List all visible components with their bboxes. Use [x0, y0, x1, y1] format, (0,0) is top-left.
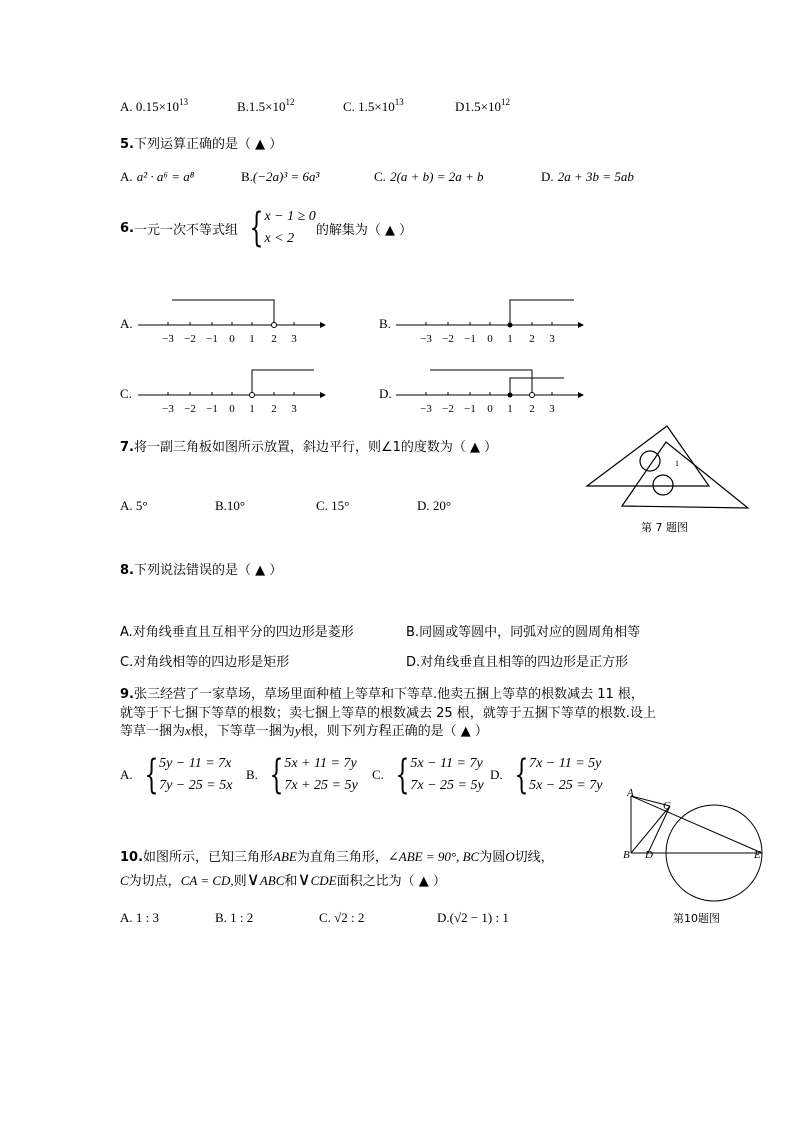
q9-line3: 等草一捆为x根，下等草一捆为y根，则下列方程正确的是（ ▲ ）: [120, 723, 488, 739]
q6-number-line-b: [388, 290, 588, 350]
q10-label-d: D: [645, 849, 653, 861]
q6-number-line-c: [130, 360, 330, 420]
q4-option-b: $B.1.5\times 10^{12}$: [237, 97, 295, 114]
q5-option-c: C. 2(a + b) = 2a + b: [374, 169, 484, 184]
tick: −3: [420, 403, 432, 415]
q5-option-d: D. 2a + 3b = 5ab: [541, 169, 634, 184]
tick: −1: [206, 333, 218, 345]
tick: −2: [184, 403, 196, 415]
tick: −2: [184, 333, 196, 345]
tick: −2: [442, 333, 454, 345]
q6-number-line-d: [388, 360, 588, 420]
q10-line1: 10.如图所示，已知三角形ABE为直角三角形，∠ABE = 90°, BC为圆O切线，: [120, 849, 554, 865]
q6-option-c-label: C.: [120, 386, 132, 401]
tick: −3: [162, 333, 174, 345]
tick: 1: [507, 403, 513, 415]
tick: 0: [229, 403, 235, 415]
q10-option-d: D.(√2 − 1) : 1: [437, 910, 509, 925]
q8-option-a: A.对角线垂直且互相平分的四边形是菱形: [120, 625, 354, 640]
q9-option-d: D. { 7x − 11 = 5y 5x − 25 = 7y: [490, 752, 603, 798]
tick: 1: [249, 333, 255, 345]
tick: 2: [271, 333, 277, 345]
q5-stem: 5.下列运算正确的是（ ▲ ）: [120, 137, 283, 152]
q10-option-c: C. √2 : 2: [319, 910, 365, 925]
tick: −1: [464, 403, 476, 415]
tick: 2: [529, 403, 535, 415]
q8-option-b: B.同圆或等圆中，同弧对应的圆周角相等: [406, 625, 641, 640]
q10-label-b: B: [623, 849, 630, 861]
q10-label-a: A: [627, 787, 634, 799]
q10-label-c: C: [663, 800, 671, 812]
tick: 0: [229, 333, 235, 345]
q9-option-c: C. { 5x − 11 = 7y 7x − 25 = 5y: [372, 752, 484, 798]
q10-option-b: B. 1 : 2: [215, 910, 254, 925]
tick: 3: [549, 403, 555, 415]
tick: 1: [249, 403, 255, 415]
q10-line2: C为切点，CA = CD,则∨ABC和∨CDE面积之比为（ ▲ ）: [120, 869, 446, 890]
q6-option-b-label: B.: [379, 316, 391, 331]
q6-stem: 6. 一元一次不等式组 { x − 1 ≥ 0 x < 2 的解集为（ ▲ ）: [120, 205, 413, 251]
q7-option-c: C. 15°: [316, 498, 350, 513]
q9-option-b: B. { 5x + 11 = 7y 7x + 25 = 5y: [246, 752, 358, 798]
tick: 2: [271, 403, 277, 415]
q4-option-d: $D1.5\times 10^{12}$: [455, 97, 510, 114]
q8-option-d: D.对角线垂直且相等的四边形是正方形: [406, 655, 629, 670]
tick: 0: [487, 403, 493, 415]
q7-option-a: A. 5°: [120, 498, 148, 513]
tick: 1: [507, 333, 513, 345]
tick: 3: [291, 333, 297, 345]
q10-figure: [618, 782, 768, 902]
q9-option-a: A. { 5y − 11 = 7x 7y − 25 = 5x: [120, 752, 233, 798]
q10-caption: 第10题图: [673, 912, 720, 925]
q6-option-d-label: D.: [379, 386, 392, 401]
q6-inequality-system: { x − 1 ≥ 0 x < 2: [249, 205, 316, 251]
tick: 2: [529, 333, 535, 345]
q9-line1: 9.张三经营了一家草场，草场里面种植上等草和下等草.他卖五捆上等草的根数减去 11 根，: [120, 687, 644, 702]
tick: −1: [464, 333, 476, 345]
q10-option-a: A. 1 : 3: [120, 910, 160, 925]
q5-option-a: A. a² · a⁶ = a⁸: [120, 169, 195, 184]
tick: −1: [206, 403, 218, 415]
q7-figure: [584, 422, 750, 514]
tick: 3: [549, 333, 555, 345]
q7-stem: 7.将一副三角板如图所示放置，斜边平行，则∠1的度数为（ ▲ ）: [120, 440, 498, 455]
q7-option-b: B.10°: [215, 498, 246, 513]
q6-option-a-label: A.: [120, 316, 133, 331]
q7-caption: 第 7 题图: [641, 521, 688, 534]
tick: 0: [487, 333, 493, 345]
q8-stem: 8.下列说法错误的是（ ▲ ）: [120, 563, 283, 578]
q4-option-c: C. $1.5\times 10^{13}$: [343, 97, 404, 114]
tick: −3: [162, 403, 174, 415]
q9-line2: 就等于下七捆下等草的根数；卖七捆上等草的根数减去 25 根，就等于五捆下等草的根数.设上: [120, 706, 656, 721]
q7-angle-label: 1: [675, 459, 679, 468]
tick: −2: [442, 403, 454, 415]
tick: −3: [420, 333, 432, 345]
q10-label-e: E: [754, 849, 761, 861]
q7-option-d: D. 20°: [417, 498, 452, 513]
q6-number-line-a: [130, 290, 330, 350]
q8-option-c: C.对角线相等的四边形是矩形: [120, 655, 290, 670]
q5-option-b: B.(−2a)³ = 6a³: [241, 169, 320, 184]
tick: 3: [291, 403, 297, 415]
q4-option-a: A. $0.15\times 10^{13}$: [120, 97, 188, 114]
